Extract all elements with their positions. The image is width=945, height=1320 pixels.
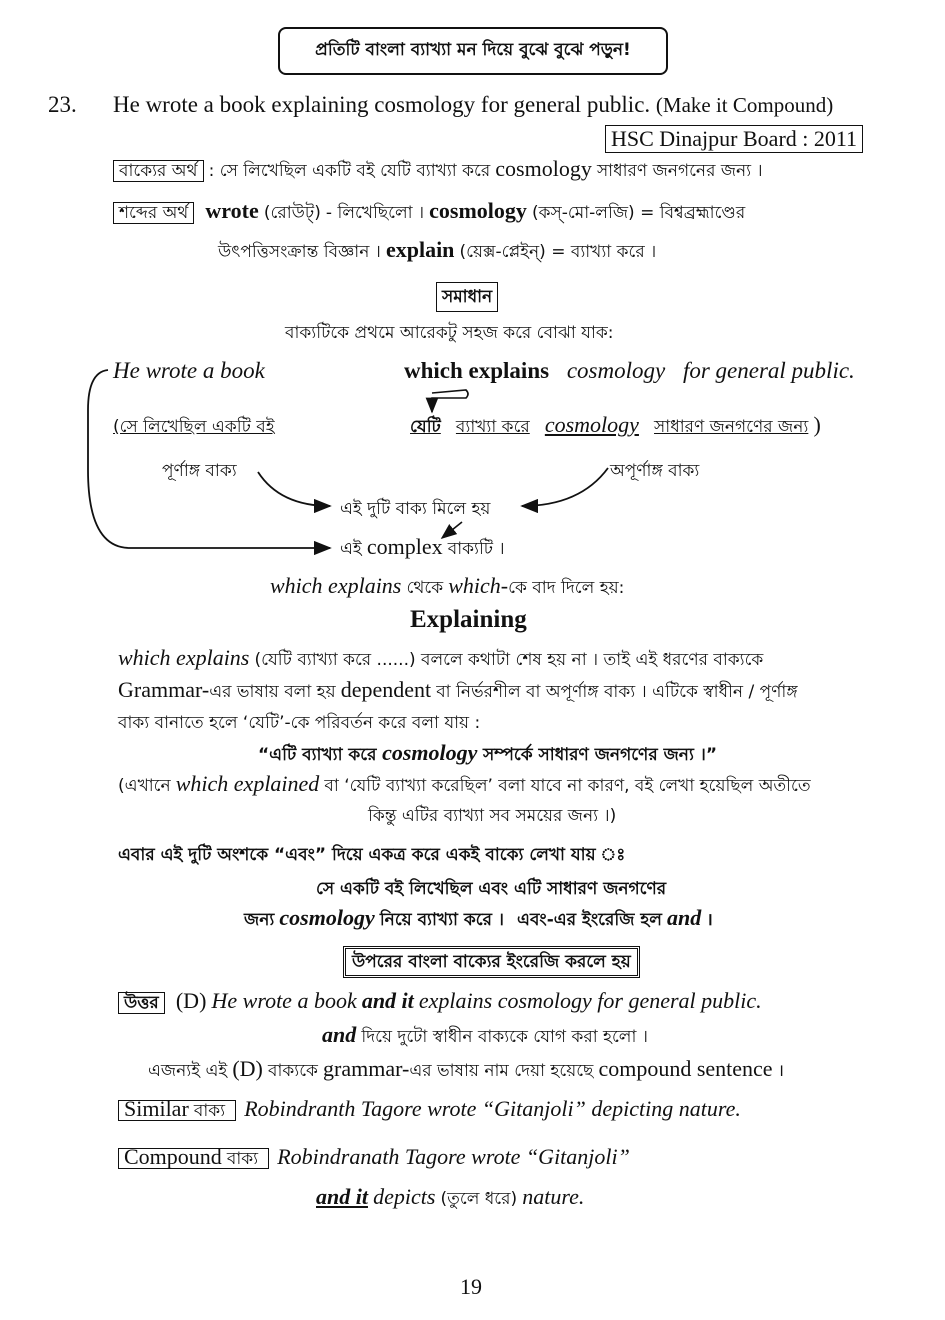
word-wrote-pron: (রোউট্) xyxy=(263,203,321,223)
answer-option: (D) xyxy=(175,988,207,1013)
meaning-label: বাক্যের অর্থ xyxy=(113,160,204,182)
answer-line-2 xyxy=(148,1056,784,1086)
source-badge: HSC Dinajpur Board : 2011 xyxy=(605,125,863,153)
similar-label xyxy=(118,1096,236,1121)
compound-nature: nature. xyxy=(522,1184,585,1209)
page-number: 19 xyxy=(460,1274,482,1299)
word-wrote: wrote xyxy=(205,198,259,223)
answer-s1: He wrote a book xyxy=(211,988,357,1013)
explaining-quote xyxy=(258,740,717,770)
explaining-p1 xyxy=(118,645,763,675)
complex-en: complex xyxy=(366,534,443,559)
line2-opt: (D) xyxy=(232,1056,263,1081)
combined-bn-b: নিয়ে ব্যাখ্যা করে । xyxy=(379,910,504,930)
line2-compound: compound sentence xyxy=(598,1056,773,1081)
diagram-public-bn: সাধারণ জনগণের জন্য xyxy=(654,417,809,437)
combined-bn-c: এবং-এর ইংরেজি হল xyxy=(517,910,662,930)
answer-line xyxy=(118,986,762,1018)
complex-bn-1: এই xyxy=(340,539,362,559)
answer-label: উত্তর xyxy=(118,992,165,1014)
compound-label-en: Compound xyxy=(124,1144,222,1169)
note-bn-1: (এখানে xyxy=(118,776,171,796)
combined-and: and xyxy=(667,905,702,930)
diagram-close-paren: ) xyxy=(813,412,821,437)
similar-label-en: Similar xyxy=(124,1096,189,1121)
word-meaning-label: শব্দের অর্থ xyxy=(113,202,194,224)
complex-bn-2: বাক্যটি । xyxy=(447,539,505,559)
combined-line-2 xyxy=(244,905,713,935)
p2-bn-2: বা নির্ভরশীল বা অপূর্ণাঙ্গ বাক্য । এটিকে স্বাধীন / পূর্ণাঙ্গ xyxy=(436,682,798,702)
answer-explain xyxy=(322,1022,648,1052)
diagram-cosmology-bn: cosmology xyxy=(544,412,639,437)
remove-which-line xyxy=(270,573,624,603)
quote-bn-1: “এটি ব্যাখ্যা করে xyxy=(258,745,377,765)
compound-text-1: Robindranath Tagore wrote “Gitanjoli” xyxy=(277,1144,630,1169)
diagram-left-bn: (সে লিখেছিল একটি বই xyxy=(113,417,275,437)
compound-line-2 xyxy=(316,1184,584,1214)
join-line: এবার এই দুটি অংশকে “এবং” দিয়ে একত্র করে একই বাক্যে লেখা যায় ঃ xyxy=(118,845,626,865)
p2-en-2: dependent xyxy=(340,677,432,702)
meaning-en: cosmology xyxy=(495,156,592,181)
meaning-bn-2: সাধারণ জনগনের জন্য । xyxy=(596,161,763,181)
explaining-p2 xyxy=(118,677,798,707)
translate-box: উপরের বাংলা বাক্যের ইংরেজি করলে হয় xyxy=(343,946,640,978)
word-wrote-meaning: - লিখেছিলো । xyxy=(325,203,425,223)
combined-en: cosmology xyxy=(279,905,375,930)
question-number: 23. xyxy=(48,92,77,117)
similar-line xyxy=(118,1094,741,1126)
answer-explain-bn: দিয়ে দুটো স্বাধীন বাক্যকে যোগ করা হলো । xyxy=(361,1027,648,1047)
compound-line xyxy=(118,1142,630,1174)
diagram-right-bn xyxy=(410,412,821,442)
explaining-note xyxy=(118,771,811,801)
compound-label xyxy=(118,1144,269,1169)
line2-end: । xyxy=(777,1061,785,1081)
line2-bn-1: এজন্যই এই xyxy=(148,1061,228,1081)
p2-bn-1: এর ভাষায় বলা হয় xyxy=(209,682,336,702)
diagram-which-explains: which explains xyxy=(404,358,550,383)
question-instruction: (Make it Compound) xyxy=(655,93,834,117)
note-bn-2: বা ‘যেটি ব্যাখ্যা করেছিল’ বলা যাবে না কারণ, বই লেখা হয়েছিল অতীতে xyxy=(324,776,811,796)
remove-rest: কে বাদ দিলে হয়: xyxy=(508,578,625,598)
diagram-right-en xyxy=(404,358,855,384)
meaning-bn-1: : সে লিখেছিল একটি বই যেটি ব্যাখ্যা করে xyxy=(208,161,491,181)
label-complex xyxy=(340,534,505,564)
remove-from: থেকে xyxy=(406,578,444,598)
explaining-heading: Explaining xyxy=(410,606,527,633)
explaining-p3: বাক্য বানাতে হলে ‘যেটি’-কে পরিবর্তন করে বলা যায় : xyxy=(118,713,481,733)
remove-which: which- xyxy=(448,573,509,598)
label-incomplete-sentence: অপূর্ণাঙ্গ বাক্য xyxy=(610,461,700,481)
quote-en: cosmology xyxy=(382,740,478,765)
word-explain-pron: (য়েক্স-প্লেইন্) = ব্যাখ্যা করে । xyxy=(459,242,657,262)
solution-intro: বাক্যটিকে প্রথমে আরেকটু সহজ করে বোঝা যাক: xyxy=(285,323,614,343)
p1-en: which explains xyxy=(118,645,250,670)
compound-and-it: and it xyxy=(316,1184,368,1209)
diagram-cosmology: cosmology xyxy=(566,358,666,383)
line2-grammar: grammar- xyxy=(323,1056,410,1081)
p1-bn: (যেটি ব্যাখ্যা করে ......) বললে কথাটা শেষ হয় না । তাই এই ধরণের বাক্যকে xyxy=(254,650,764,670)
notice-text: প্রতিটি বাংলা ব্যাখ্যা মন দিয়ে বুঝে বুঝে পড়ুন! xyxy=(315,40,631,60)
line2-bn-2: বাক্যকে xyxy=(267,1061,318,1081)
diagram-left-en: He wrote a book xyxy=(113,358,265,383)
answer-and-it: and it xyxy=(361,988,414,1013)
compound-depicts: depicts xyxy=(373,1184,436,1209)
compound-label-bn: বাক্য xyxy=(226,1149,259,1169)
label-join: এই দুটি বাক্য মিলে হয় xyxy=(340,499,491,519)
answer-explain-and: and xyxy=(322,1022,357,1047)
line2-bn-3: এর ভাষায় নাম দেয়া হয়েছে xyxy=(409,1061,594,1081)
word-explain: explain xyxy=(385,237,455,262)
note-en: which explained xyxy=(175,771,320,796)
diagram-jeti: যেটি xyxy=(410,417,441,437)
diagram-general-public: for general public. xyxy=(682,358,855,383)
combined-line-1: সে একটি বই লিখেছিল এবং এটি সাধারণ জনগণের xyxy=(316,879,667,899)
combined-bn-a: জন্য xyxy=(244,910,275,930)
explaining-note-2: কিন্তু এটির ব্যাখ্যা সব সময়ের জন্য ।) xyxy=(368,806,617,826)
word-cosmology: cosmology xyxy=(429,198,527,223)
compound-bn: (তুলে ধরে) xyxy=(440,1189,518,1209)
remove-which-explains: which explains xyxy=(270,573,402,598)
word-cosmology-pron: (কস্-মো-লজি) = বিশ্বব্রহ্মাণ্ডের xyxy=(532,203,746,223)
similar-text: Robindranth Tagore wrote “Gitanjoli” depicting nature. xyxy=(244,1096,741,1121)
p2-en-1: Grammar- xyxy=(118,677,210,702)
quote-bn-2: সম্পর্কে সাধারণ জনগণের জন্য ।” xyxy=(482,745,718,765)
word-cosmology-meaning: উৎপত্তিসংক্রান্ত বিজ্ঞান । xyxy=(218,242,381,262)
solution-label: সমাধান xyxy=(436,282,498,312)
diagram-explains-bn: ব্যাখ্যা করে xyxy=(455,417,530,437)
question-sentence: He wrote a book explaining cosmology for general public. xyxy=(113,92,651,117)
similar-label-bn: বাক্য xyxy=(193,1101,226,1121)
combined-end: । xyxy=(706,910,713,930)
label-complete-sentence: পূর্ণাঙ্গ বাক্য xyxy=(162,461,237,481)
answer-s2: explains cosmology for general public. xyxy=(418,988,762,1013)
